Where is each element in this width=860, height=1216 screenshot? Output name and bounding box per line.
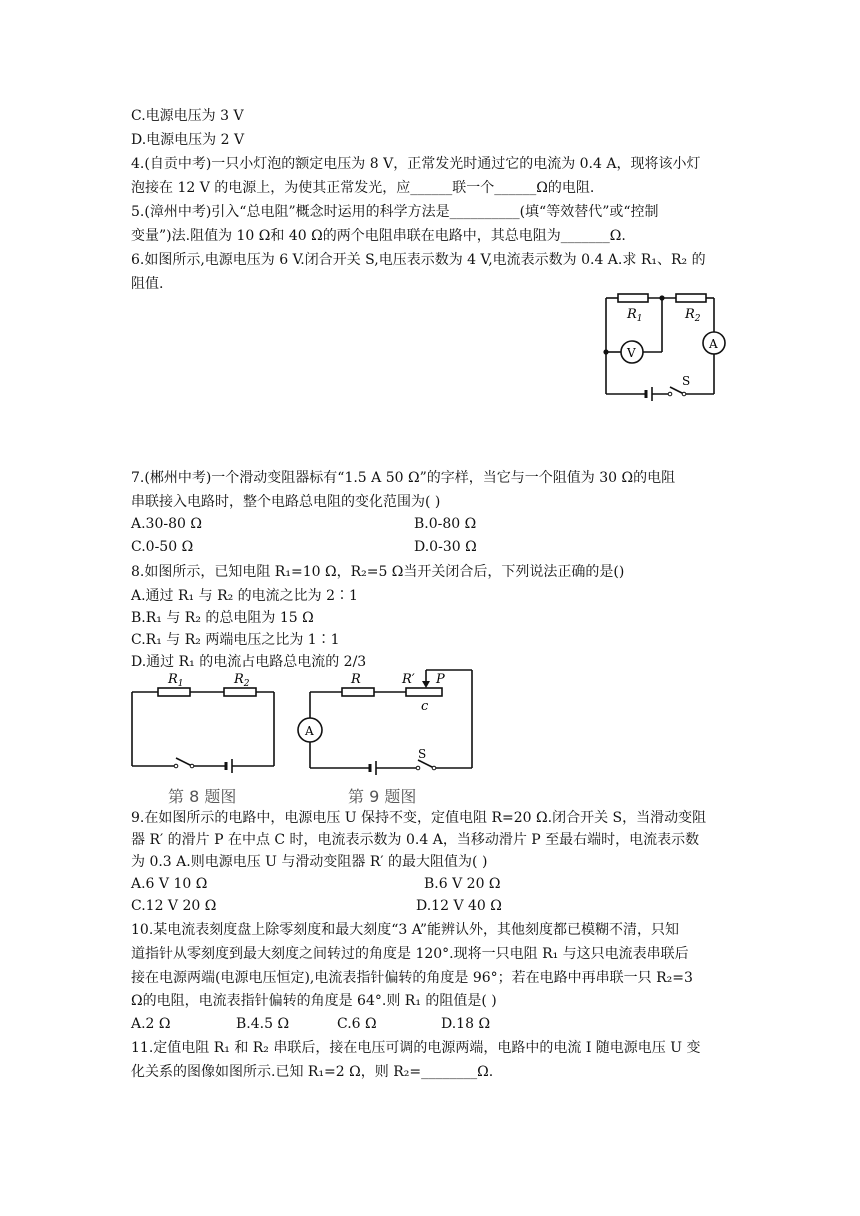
q6-text-line1: 6.如图所示,电源电压为 6 V.闭合开关 S,电压表示数为 4 V,电流表示数为 0.4 A.求 R₁、R₂ 的 — [131, 252, 706, 268]
q8-r1-label: R — [168, 672, 178, 687]
q10-option-d: D.18 Ω — [441, 1016, 491, 1032]
q9-rprime-label: R′ — [402, 672, 415, 687]
q5-text-line1: 5.(漳州中考)引入“总电阻”概念时运用的科学方法是__________(填“等效替代”或“控制 — [131, 204, 659, 220]
q6-switch — [670, 387, 684, 394]
q9-r-label: R — [351, 672, 361, 687]
q9-circuit-diagram — [294, 662, 484, 810]
q6-text-line2: 阻值. — [131, 276, 164, 292]
q9-option-a: A.6 V 10 Ω — [131, 876, 208, 892]
q8-switch — [176, 758, 192, 766]
q10-text-line4: Ω的电阻，电流表指针偏转的角度是 64°.则 R₁ 的阻值是( ) — [131, 993, 497, 1009]
q9-option-d: D.12 V 40 Ω — [416, 898, 502, 914]
q6-r2-sub: 2 — [694, 314, 701, 324]
q8-r2-label: R — [234, 672, 244, 687]
svg-text:R1 — [167, 672, 184, 689]
q8-r2-sub: 2 — [243, 679, 250, 689]
q9-ammeter-label: A — [305, 724, 314, 738]
q10-option-c: C.6 Ω — [337, 1016, 377, 1032]
q6-resistor-r2 — [676, 294, 706, 302]
q10-text-line3: 接在电源两端(电源电压恒定),电流表指针偏转的角度是 96°；若在电路中再串联一只 R₂=3 — [131, 970, 693, 986]
q8-option-d: D.通过 R₁ 的电流占电路总电流的 2/3 — [131, 654, 367, 670]
q8-text-line1: 8.如图所示，已知电阻 R₁=10 Ω，R₂=5 Ω当开关闭合后，下列说法正确的是() — [131, 564, 625, 580]
q7-text-line2: 串联接入电路时，整个电路总电阻的变化范围为( ) — [131, 494, 441, 510]
q7-option-b: B.0-80 Ω — [414, 516, 477, 532]
q8-option-a: A.通过 R₁ 与 R₂ 的电流之比为 2∶1 — [131, 588, 358, 604]
svg-text:R2 — [684, 307, 701, 324]
q9-c-label: c — [421, 699, 429, 714]
q8-resistor-r2 — [224, 688, 256, 696]
q9-figure-caption: 第 9 题图 — [348, 787, 417, 806]
q3-option-c: C.电源电压为 3 V — [131, 108, 244, 124]
q6-circuit-diagram — [596, 288, 746, 408]
q8-option-c: C.R₁ 与 R₂ 两端电压之比为 1∶1 — [131, 632, 340, 648]
q8-r1-sub: 1 — [177, 679, 184, 689]
q6-r2-label: R — [685, 307, 695, 322]
q4-text-line2: 泡接在 12 V 的电源上，为使其正常发光，应______联一个______Ω的电阻. — [131, 180, 595, 196]
q9-text-line2: 器 R′ 的滑片 P 在中点 C 时，电流表示数为 0.4 A，当移动滑片 P 至最右端时，电流表示数 — [131, 832, 700, 848]
q6-ammeter-label: A — [709, 337, 718, 351]
q10-text-line2: 道指针从零刻度到最大刻度之间转过的角度是 120°.现将一只电阻 R₁ 与这只电流表串联后 — [131, 946, 689, 962]
q10-option-a: A.2 Ω — [131, 1016, 171, 1032]
q10-option-b: B.4.5 Ω — [236, 1016, 290, 1032]
q8-resistor-r1 — [158, 688, 190, 696]
q9-option-b: B.6 V 20 Ω — [424, 876, 501, 892]
q6-switch-label: S — [682, 374, 691, 388]
q6-r1-sub: 1 — [636, 314, 643, 324]
q10-text-line1: 10.某电流表刻度盘上除零刻度和最大刻度“3 A”能辨认外，其他刻度都已模糊不清，只知 — [131, 922, 679, 938]
q7-option-c: C.0-50 Ω — [131, 539, 194, 555]
q8-figure-caption: 第 8 题图 — [168, 787, 237, 806]
q8-circuit-diagram — [128, 668, 288, 810]
q5-text-line2: 变量”)法.阻值为 10 Ω和 40 Ω的两个电阻串联在电路中，其总电阻为_______Ω. — [131, 228, 626, 244]
q9-switch — [418, 760, 434, 768]
q9-option-c: C.12 V 20 Ω — [131, 898, 217, 914]
q9-switch-label: S — [418, 747, 427, 761]
q9-resistor-r — [342, 688, 374, 696]
q9-rheostat — [406, 688, 442, 696]
svg-text:R2 — [233, 672, 250, 689]
q4-text-line1: 4.(自贡中考)一只小灯泡的额定电压为 8 V，正常发光时通过它的电流为 0.4 A，现将该小灯 — [131, 156, 701, 172]
q8-option-b: B.R₁ 与 R₂ 的总电阻为 15 Ω — [131, 610, 314, 626]
svg-text:R1 — [626, 307, 643, 324]
q11-text-line1: 11.定值电阻 R₁ 和 R₂ 串联后，接在电压可调的电源两端，电路中的电流 I 随电源电压 U 变 — [131, 1040, 701, 1056]
q7-option-d: D.0-30 Ω — [414, 539, 477, 555]
q6-voltmeter-label: V — [627, 346, 636, 360]
q9-text-line3: 为 0.3 A.则电源电压 U 与滑动变阻器 R′ 的最大阻值为( ) — [131, 854, 488, 870]
q3-option-d: D.电源电压为 2 V — [131, 132, 245, 148]
q6-r1-label: R — [627, 307, 637, 322]
q7-option-a: A.30-80 Ω — [131, 516, 202, 532]
q9-p-label: P — [436, 672, 445, 687]
q11-text-line2: 化关系的图像如图所示.已知 R₁=2 Ω，则 R₂=________Ω. — [131, 1064, 494, 1080]
q9-text-line1: 9.在如图所示的电路中，电源电压 U 保持不变，定值电阻 R=20 Ω.闭合开关 S，当滑动变阻 — [131, 810, 707, 826]
q6-resistor-r1 — [618, 294, 648, 302]
q7-text-line1: 7.(郴州中考)一个滑动变阻器标有“1.5 A 50 Ω”的字样，当它与一个阻值为 30 Ω的电阻 — [131, 470, 676, 486]
